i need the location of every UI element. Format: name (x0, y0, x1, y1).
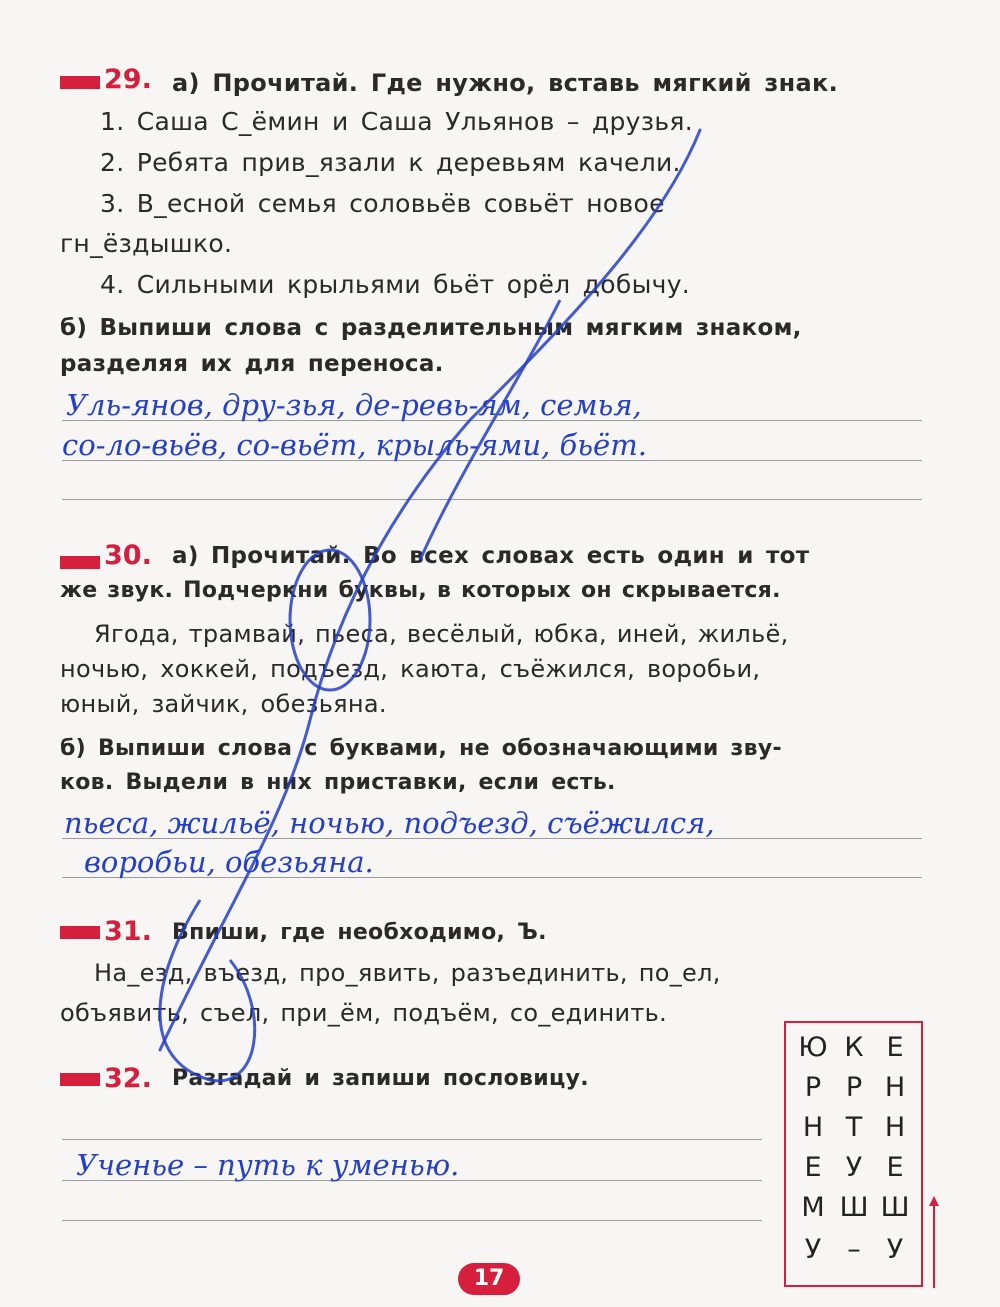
grid-letter: Р (845, 1072, 863, 1103)
grid-letter: – (847, 1234, 861, 1265)
exercise-29-heading-b-2: разделяя их для переноса. (60, 351, 444, 377)
grid-letter: Ш (839, 1192, 869, 1223)
exercise-30-heading-b-2: ков. Выдели в них приставки, если есть. (60, 770, 616, 795)
grid-letter: Н (884, 1112, 906, 1143)
exercise-29-heading-b-1: б) Выпиши слова с разделительным мягким знаком, (60, 315, 802, 341)
grid-letter: М (801, 1192, 825, 1223)
grid-letter: Ю (798, 1032, 828, 1063)
exercise-29-line-4: гн_ёздышко. (60, 229, 233, 258)
exercise-30-heading-a-1: а) Прочитай. Во всех словах есть один и тот (172, 543, 810, 569)
exercise-32-heading: Разгадай и запиши пословицу. (172, 1066, 589, 1091)
exercise-30-line-2: ночью, хоккей, подъезд, каюта, съёжился, воробьи, (60, 655, 761, 683)
grid-letter: У (845, 1152, 863, 1183)
exercise-29-line-3: 3. В_есной семья соловьёв совьёт новое (100, 189, 665, 218)
exercise-29-line-5: 4. Сильными крыльями бьёт орёл добычу. (100, 270, 691, 299)
grid-letter: Р (804, 1072, 822, 1103)
exercise-31-line-1: На_езд, въезд, про_явить, разъединить, по_ел, (94, 959, 721, 987)
exercise-29-number: 29. (104, 64, 152, 95)
grid-letter: Т (845, 1112, 863, 1143)
exercise-31-number: 31. (104, 916, 152, 947)
exercise-30-line-1: Ягода, трамвай, пьеса, весёлый, юбка, иней, жильё, (94, 620, 789, 648)
grid-letter: У (804, 1234, 822, 1265)
exercise-30-number: 30. (104, 540, 152, 571)
exercise-32-number: 32. (104, 1063, 152, 1094)
grid-letter: Е (804, 1152, 822, 1183)
exercise-30-answer-line-1: пьеса, жильё, ночью, подъезд, съёжился, (64, 806, 715, 840)
exercise-30-line-3: юный, зайчик, обезьяна. (60, 690, 387, 718)
grid-letter: Н (884, 1072, 906, 1103)
grid-letter: Е (886, 1152, 904, 1183)
exercise-29-line-1: 1. Саша С_ёмин и Саша Ульянов – друзья. (100, 107, 693, 136)
grid-letter: Ш (880, 1192, 910, 1223)
exercise-32-answer: Ученье – путь к уменью. (76, 1148, 460, 1182)
page-number: 17 (458, 1263, 520, 1295)
exercise-30-heading-a-2: же звук. Подчеркни буквы, в которых он скрывается. (60, 578, 781, 603)
exercise-29-answer-line-2: со-ло-вьёв, со-вьёт, крыль-ями, бьёт. (62, 428, 647, 462)
grid-letter: Е (886, 1032, 904, 1063)
exercise-29-heading-a: а) Прочитай. Где нужно, вставь мягкий знак. (172, 69, 839, 97)
exercise-29-answer-line-1: Уль-янов, дру-зья, де-ревь-ям, семья, (66, 388, 642, 422)
exercise-29-line-2: 2. Ребята прив_язали к деревьям качели. (100, 148, 681, 177)
grid-letter: К (844, 1032, 864, 1063)
exercise-30-heading-b-1: б) Выпиши слова с буквами, не обозначающими зву- (60, 736, 782, 761)
exercise-31-heading: Впиши, где необходимо, Ъ. (172, 920, 547, 945)
exercise-30-answer-line-2: воробьи, обезьяна. (84, 845, 374, 879)
grid-letter: У (886, 1234, 904, 1265)
exercise-31-line-2: объявить, съел, при_ём, подъём, со_единить. (60, 999, 668, 1027)
grid-letter: Н (802, 1112, 824, 1143)
